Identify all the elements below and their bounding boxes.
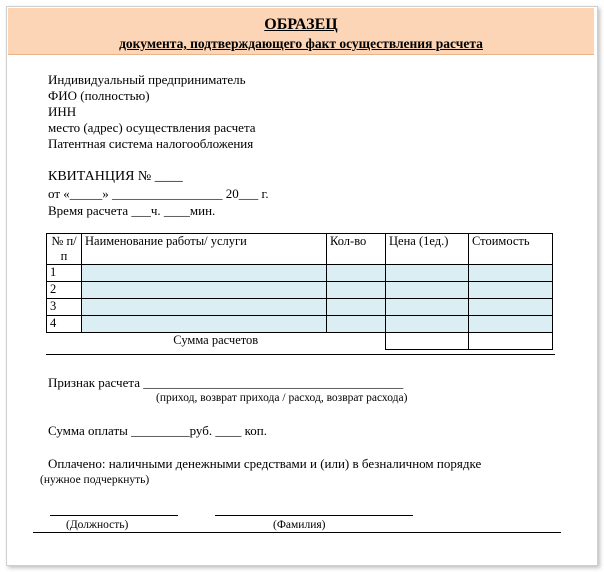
row-num: 3 [47,299,82,316]
cell-cost[interactable] [469,265,553,282]
header-cost: Стоимость [469,234,553,265]
total-price-cell[interactable] [386,333,469,350]
header-num: № п/п [47,234,82,265]
info-line-inn: ИНН [48,104,77,119]
payment-sign-line: Признак расчета ________________________________________ [48,375,404,390]
document-subtitle: документа, подтверждающего факт осуществления расчета [119,36,483,51]
cell-name[interactable] [82,299,327,316]
cell-cost[interactable] [469,316,553,333]
total-row-bottom-rule [46,354,555,355]
signature-bottom-rule [33,532,561,533]
cell-cost[interactable] [469,282,553,299]
cell-price[interactable] [386,282,469,299]
document-title: ОБРАЗЕЦ [264,16,338,33]
surname-label: (Фамилия) [273,519,326,531]
header-price: Цена (1ед.) [386,234,469,265]
cell-name[interactable] [82,316,327,333]
table-row [47,299,553,316]
paid-method-hint: (нужное подчеркнуть) [40,474,150,486]
table-row [47,316,553,333]
info-line-full-name: ФИО (полностью) [48,88,150,103]
info-line-address: место (адрес) осуществления расчета [48,120,256,135]
row-num: 1 [47,265,82,282]
position-signature-line[interactable] [50,515,178,516]
total-label: Сумма расчетов [47,333,386,350]
table-header-row [47,234,553,265]
cell-name[interactable] [82,282,327,299]
info-line-tax-system: Патентная система налогообложения [48,136,254,151]
info-line-entrepreneur: Индивидуальный предприниматель [48,72,246,87]
payment-sum-line: Сумма оплаты _________руб. ____ коп. [48,423,267,438]
row-num: 2 [47,282,82,299]
receipt-number: КВИТАНЦИЯ № ____ [48,169,183,184]
receipt-time: Время расчета ___ч. ____мин. [48,203,216,218]
row-num: 4 [47,316,82,333]
cell-name[interactable] [82,265,327,282]
cell-qty[interactable] [327,299,386,316]
document-header [8,8,594,55]
receipt-date: от «_____» _________________ 20___ г. [48,186,269,201]
header-qty: Кол-во [327,234,386,265]
cell-qty[interactable] [327,282,386,299]
header-name: Наименование работы/ услуги [82,234,327,265]
cell-qty[interactable] [327,316,386,333]
table-row [47,265,553,282]
cell-price[interactable] [386,265,469,282]
payment-sign-hint: (приход, возврат прихода / расход, возврат расхода) [156,392,408,404]
table-row [47,282,553,299]
cell-price[interactable] [386,299,469,316]
cell-price[interactable] [386,316,469,333]
cell-cost[interactable] [469,299,553,316]
services-table [46,233,553,350]
table-total-row [47,333,553,350]
position-label: (Должность) [66,519,129,531]
surname-signature-line[interactable] [215,515,413,516]
total-cost-cell[interactable] [469,333,553,350]
cell-qty[interactable] [327,265,386,282]
paid-method-line: Оплачено: наличными денежными средствами и (или) в безналичном порядке [48,456,482,471]
